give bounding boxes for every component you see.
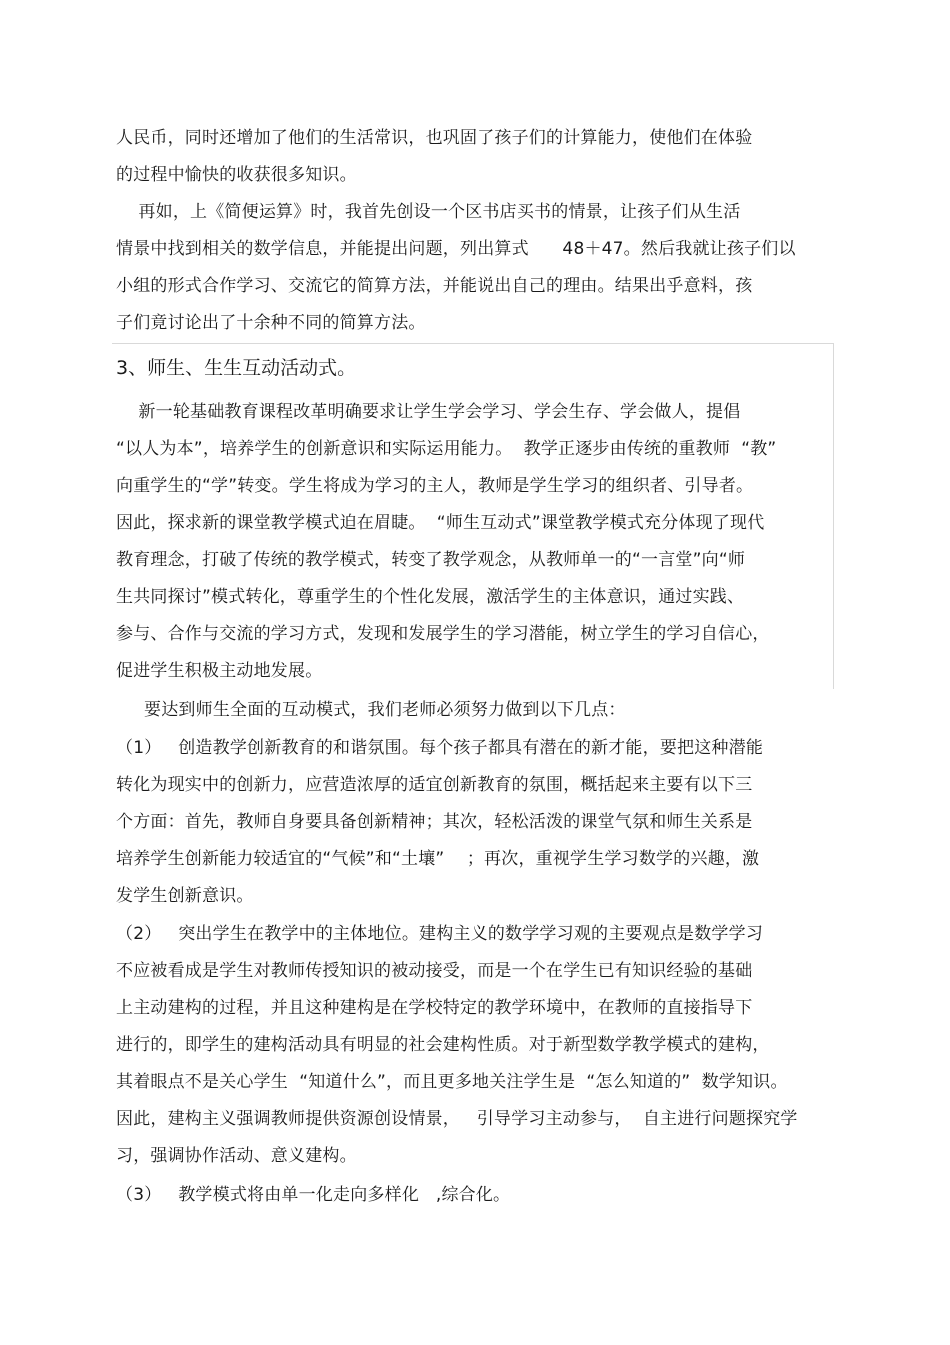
paragraph-line: 人民币，同时还增加了他们的生活常识，也巩固了孩子们的计算能力，使他们在体验 [116, 128, 753, 148]
list-item-line: 进行的，即学生的建构活动具有明显的社会建构性质。对于新型数学教学模式的建构， [116, 1035, 770, 1055]
paragraph-line: 要达到师生全面的互动模式，我们老师必须努力做到以下几点： [116, 700, 626, 720]
paragraph-line: 子们竟讨论出了十余种不同的简算方法。 [116, 313, 426, 333]
list-item-line: （3） 教学模式将由单一化走向多样化 ,综合化。 [116, 1185, 511, 1205]
paragraph-line: 参与、合作与交流的学习方式，发现和发展学生的学习潜能，树立学生的学习自信心， [116, 624, 770, 644]
list-item-line: 因此，建构主义强调教师提供资源创设情景， 引导学习主动参与， 自主进行问题探究学 [116, 1109, 798, 1129]
paragraph-line: 新一轮基础教育课程改革明确要求让学生学会学习、学会生存、学会做人，提倡 [116, 402, 741, 422]
list-item-line: 其着眼点不是关心学生 “知道什么”，而且更多地关注学生是 “怎么知道的” 数学知识。 [116, 1072, 788, 1092]
list-item-line: 上主动建构的过程，并且这种建构是在学校特定的教学环境中，在教师的直接指导下 [116, 998, 753, 1018]
paragraph-line: 向重学生的“学”转变。学生将成为学习的主人，教师是学生学习的组织者、引导者。 [116, 476, 754, 496]
paragraph-line: “以人为本”，培养学生的创新意识和实际运用能力。 教学正逐步由传统的重教师 “教” [116, 439, 777, 459]
list-item-line: （1） 创造教学创新教育的和谐氛围。每个孩子都具有潜在的新才能，要把这种潜能 [116, 738, 764, 758]
paragraph-line: 情景中找到相关的数学信息，并能提出问题，列出算式 48＋47。然后我就让孩子们以 [116, 239, 796, 259]
list-item-line: 个方面：首先，教师自身要具备创新精神；其次，轻松活泼的课堂气氛和师生关系是 [116, 812, 753, 832]
list-item-line: 发学生创新意识。 [116, 886, 254, 906]
paragraph-line: 再如，上《简便运算》时，我首先创设一个区书店买书的情景，让孩子们从生活 [116, 202, 741, 222]
paragraph-line: 促进学生积极主动地发展。 [116, 661, 323, 681]
list-item-line: 习，强调协作活动、意义建构。 [116, 1146, 357, 1166]
section-heading: 3、师生、生生互动活动式。 [116, 357, 357, 379]
list-item-line: （2） 突出学生在教学中的主体地位。建构主义的数学学习观的主要观点是数学学习 [116, 924, 764, 944]
paragraph-line: 因此，探求新的课堂教学模式迫在眉睫。 “师生互动式”课堂教学模式充分体现了现代 [116, 513, 765, 533]
paragraph-line: 的过程中愉快的收获很多知识。 [116, 165, 357, 185]
list-item-line: 培养学生创新能力较适宜的“气候”和“土壤” ；再次，重视学生学习数学的兴趣，激 [116, 849, 760, 869]
paragraph-line: 小组的形式合作学习、交流它的简算方法，并能说出自己的理由。结果出乎意料，孩 [116, 276, 753, 296]
list-item-line: 不应被看成是学生对教师传授知识的被动接受，而是一个在学生已有知识经验的基础 [116, 961, 753, 981]
paragraph-line: 教育理念，打破了传统的教学模式，转变了教学观念，从教师单一的“一言堂”向“师 [116, 550, 746, 570]
paragraph-line: 生共同探讨”模式转化，尊重学生的个性化发展，激活学生的主体意识，通过实践、 [116, 587, 745, 607]
list-item-line: 转化为现实中的创新力，应营造浓厚的适宜创新教育的氛围，概括起来主要有以下三 [116, 775, 753, 795]
